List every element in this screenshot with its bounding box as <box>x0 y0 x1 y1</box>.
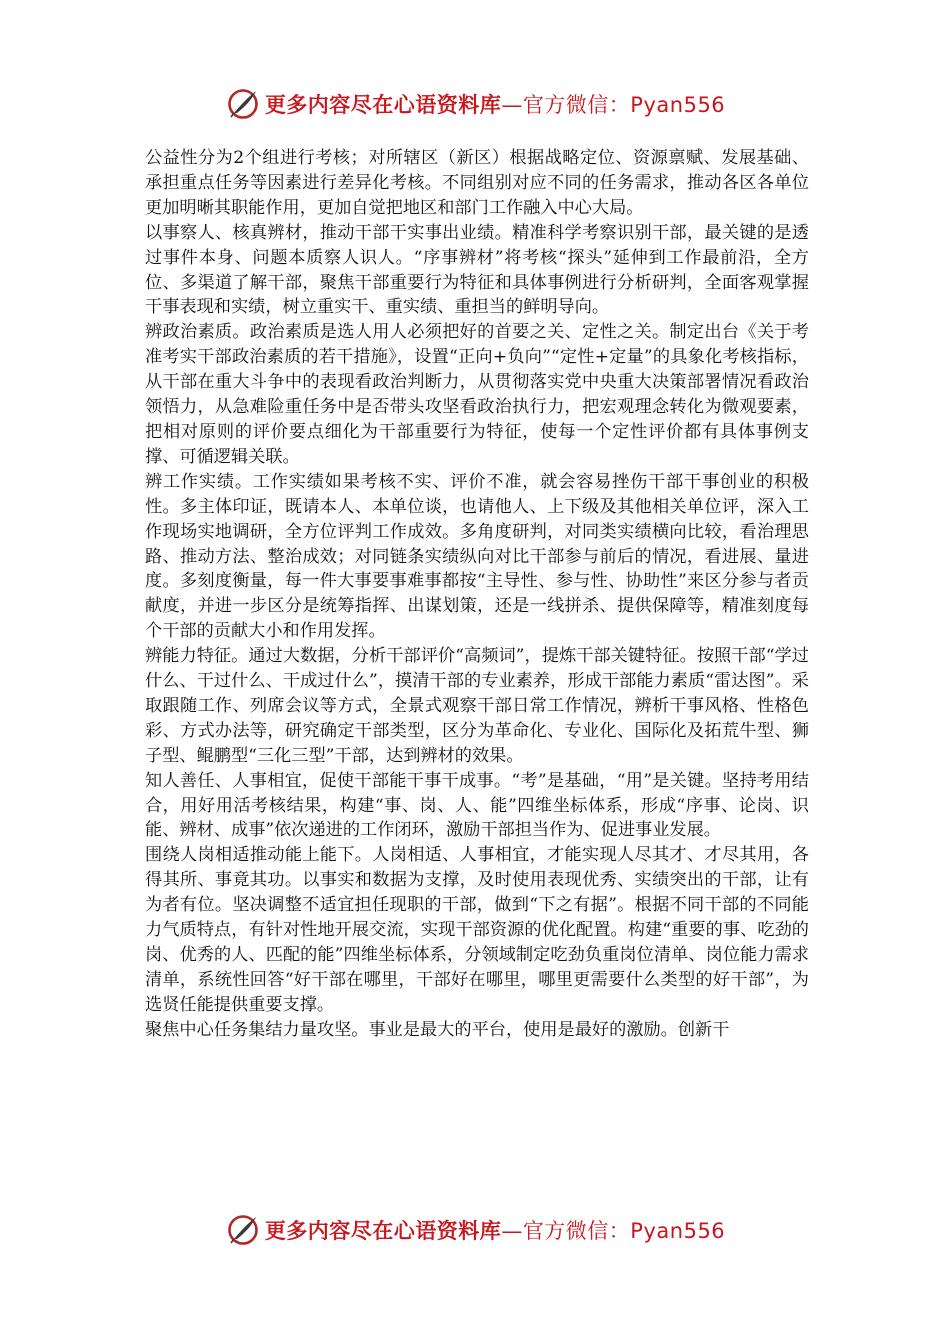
document-body <box>145 146 809 1043</box>
paragraph-4: 辨工作实绩。工作实绩如果考核不实、评价不准，就会容易挫伤干部干事创业的积极性。多主体印证，既请本人、本单位谈，也请他人、上下级及其他相关单位评，深入工作现场实地调研，全方位评判工作成效。多角度研判，对同类实绩横向比较，看治理思路、推动方法、整治成效；对同链条实绩纵向对比干部参与前后的情况，看进展、量进度。多刻度衡量，每一件大事要事难事都按“主导性、参与性、协助性”来区分参与者贡献度，并进一步区分是统筹指挥、出谋划策，还是一线拼杀、提供保障等，精准刻度每个干部的贡献大小和作用发挥。 <box>145 471 809 642</box>
paragraph-8: 聚焦中心任务集结力量攻坚。事业是最大的平台，使用是最好的激励。创新干 <box>145 1019 730 1040</box>
paragraph-2: 以事察人、核真辨材，推动干部干实事出业绩。精准科学考察识别干部，最关键的是透过事件本身、问题本质察人识人。“序事辨材”将考核“探头”延伸到工作最前沿，全方位、多渠道了解干部，聚焦干部重要行为特征和具体事例进行分析研判，全面客观掌握干事表现和实绩，树立重实干、重实绩、重担当的鲜明导向。 <box>145 222 809 318</box>
footer-banner <box>0 1208 950 1252</box>
quill-logo-icon <box>225 1212 261 1248</box>
footer-banner-text <box>265 1215 725 1245</box>
paragraph-6: 知人善任、人事相宜，促使干部能干事干成事。“考”是基础，“用”是关键。坚持考用结合，用好用活考核结果，构建“事、岗、人、能”四维坐标体系，形成“序事、论岗、识能、辨材、成事”依次递进的工作闭环，激励干部担当作为、促进事业发展。 <box>145 770 809 841</box>
footer-banner-sub: 官方微信：Pyan556 <box>522 1219 726 1243</box>
footer-banner-dash: — <box>501 1219 523 1243</box>
paragraph-7: 围绕人岗相适推动能上能下。人岗相适、人事相宜，才能实现人尽其才、才尽其用，各得其所、事竟其功。以事实和数据为支撑，及时使用表现优秀、实绩突出的干部，让有为者有位。坚决调整不适宜担任现职的干部，做到“下之有据”。根据不同干部的不同能力气质特点，有针对性地开展交流，实现干部资源的优化配置。构建“重要的事、吃劲的岗、优秀的人、匹配的能”四维坐标体系，分领域制定吃劲负重岗位清单、岗位能力需求清单，系统性回答“好干部在哪里，干部好在哪里，哪里更需要什么类型的好干部”，为选贤任能提供重要支撑。 <box>145 845 809 1015</box>
paragraph-3: 辨政治素质。政治素质是选人用人必须把好的首要之关、定性之关。制定出台《关于考准考实干部政治素质的若干措施》，设置“正向+负向”“定性+定量”的具象化考核指标，从干部在重大斗争中的表现看政治判断力，从贯彻落实党中央重大决策部署情况看政治领悟力，从急难险重任务中是否带头攻坚看政治执行力，把宏观理念转化为微观要素，把相对原则的评价要点细化为干部重要行为特征，使每一个定性评价都有具体事例支撑、可循逻辑关联。 <box>145 322 809 467</box>
header-banner-text <box>265 89 725 119</box>
footer-banner-main: 更多内容尽在心语资料库 <box>264 1218 502 1243</box>
header-banner-dash: — <box>501 93 523 117</box>
header-banner-sub: 官方微信：Pyan556 <box>522 93 726 117</box>
header-banner <box>0 82 950 126</box>
quill-logo-icon <box>225 86 261 122</box>
header-banner-main: 更多内容尽在心语资料库 <box>264 92 502 117</box>
paragraph-5: 辨能力特征。通过大数据，分析干部评价“高频词”，提炼干部关键特征。按照干部“学过什么、干过什么、干成过什么”，摸清干部的专业素养，形成干部能力素质“雷达图”。采取跟随工作、列席会议等方式，全景式观察干部日常工作情况，辨析干事风格、性格色彩、方式办法等，研究确定干部类型，区分为革命化、专业化、国际化及拓荒牛型、狮子型、鲲鹏型“三化三型”干部，达到辨材的效果。 <box>145 646 809 766</box>
paragraph-1: 公益性分为2个组进行考核；对所辖区（新区）根据战略定位、资源禀赋、发展基础、承担重点任务等因素进行差异化考核。不同组别对应不同的任务需求，推动各区各单位更加明晰其职能作用，更加自觉把地区和部门工作融入中心大局。 <box>145 148 809 218</box>
